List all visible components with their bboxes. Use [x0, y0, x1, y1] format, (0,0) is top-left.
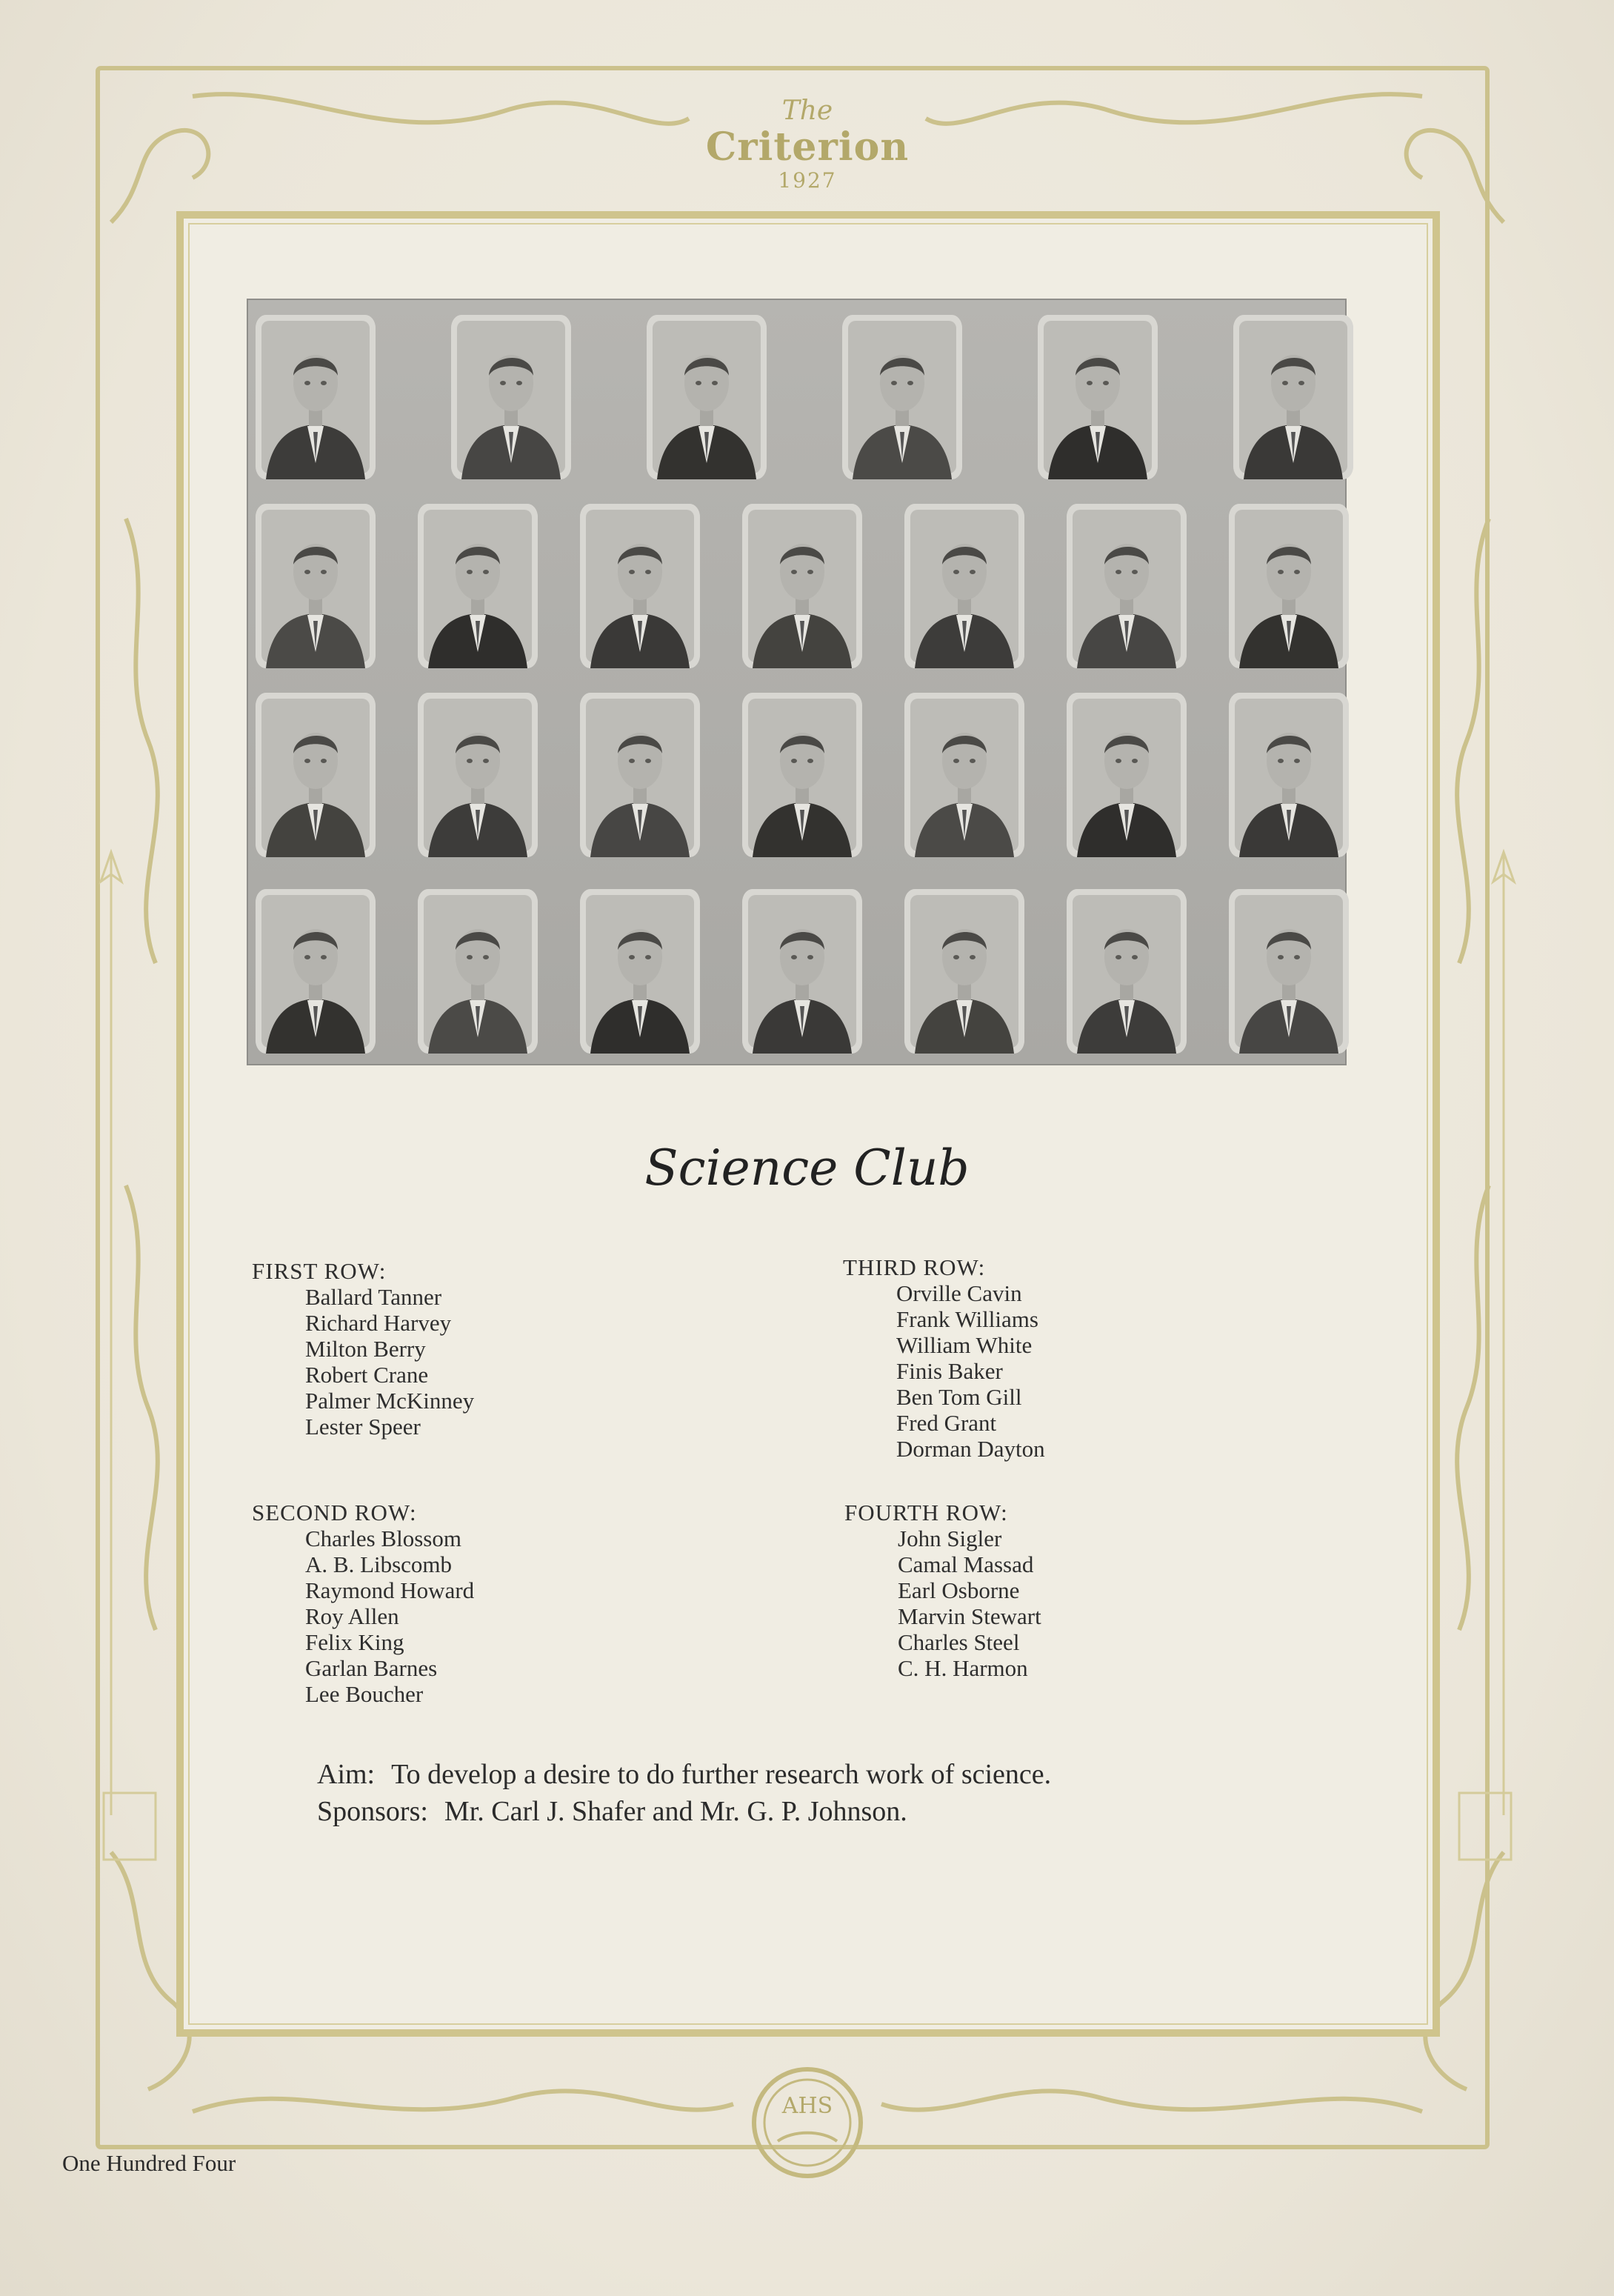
- row-heading: FOURTH ROW:: [844, 1500, 1008, 1525]
- member-portrait: [1229, 889, 1349, 1054]
- member-name: Finis Baker: [896, 1358, 1003, 1384]
- member-portrait: [580, 889, 700, 1054]
- portrait-photo: [647, 315, 767, 479]
- portrait-photo: [742, 504, 862, 668]
- portrait-photo: [1229, 889, 1349, 1054]
- member-name: John Sigler: [898, 1525, 1002, 1551]
- portrait-photo: [256, 504, 376, 668]
- portrait-photo: [256, 889, 376, 1054]
- member-portrait: [904, 889, 1024, 1054]
- member-name: C. H. Harmon: [898, 1655, 1028, 1681]
- member-name: Felix King: [305, 1629, 404, 1655]
- member-portrait: [418, 889, 538, 1054]
- sponsors-label: Sponsors:: [317, 1796, 428, 1827]
- member-name: Orville Cavin: [896, 1280, 1022, 1306]
- header-year: 1927: [778, 168, 837, 193]
- member-name: Robert Crane: [305, 1362, 429, 1388]
- sponsors-text: Mr. Carl J. Shafer and Mr. G. P. Johnson.: [444, 1796, 907, 1827]
- member-portrait: [256, 693, 376, 857]
- row-heading: THIRD ROW:: [843, 1254, 986, 1280]
- member-portrait: [1067, 504, 1187, 668]
- portrait-photo: [1038, 315, 1158, 479]
- member-name: Milton Berry: [305, 1336, 426, 1362]
- member-name: Lee Boucher: [305, 1681, 424, 1707]
- aim-text: To develop a desire to do further research work of science.: [391, 1759, 1052, 1790]
- fourth-row-list: [844, 1500, 1041, 1681]
- member-portrait: [842, 315, 962, 479]
- portrait-photo: [1067, 889, 1187, 1054]
- member-name: Ballard Tanner: [305, 1284, 442, 1310]
- club-aim-sponsors: [317, 1756, 1051, 1830]
- first-row-list: [252, 1258, 474, 1440]
- member-portrait: [742, 504, 862, 668]
- member-portrait: [1229, 693, 1349, 857]
- portrait-photo: [580, 889, 700, 1054]
- sponsors-line: [317, 1793, 1051, 1830]
- crest-text: AHS: [781, 2093, 833, 2119]
- member-portrait: [647, 315, 767, 479]
- member-name: Marvin Stewart: [898, 1603, 1041, 1629]
- header-title: Criterion: [705, 124, 910, 170]
- portrait-photo: [580, 693, 700, 857]
- row-heading: FIRST ROW:: [252, 1258, 387, 1284]
- portrait-photo: [904, 504, 1024, 668]
- member-name: Lester Speer: [305, 1414, 421, 1440]
- portrait-photo: [418, 504, 538, 668]
- member-portrait: [1067, 693, 1187, 857]
- member-name: Garlan Barnes: [305, 1655, 438, 1681]
- member-name: William White: [896, 1332, 1033, 1358]
- member-name: A. B. Libscomb: [305, 1551, 453, 1577]
- portrait-photo: [418, 889, 538, 1054]
- member-portrait: [256, 315, 376, 479]
- member-name: Earl Osborne: [898, 1577, 1020, 1603]
- portrait-photo: [1067, 693, 1187, 857]
- member-name: Dorman Dayton: [896, 1436, 1045, 1462]
- member-name: Charles Steel: [898, 1629, 1020, 1655]
- member-name: Richard Harvey: [305, 1310, 452, 1336]
- member-name: Fred Grant: [896, 1410, 997, 1436]
- portrait-photo: [904, 693, 1024, 857]
- member-portrait: [742, 693, 862, 857]
- portrait-photo: [451, 315, 571, 479]
- portrait-photo: [1067, 504, 1187, 668]
- member-name: Raymond Howard: [305, 1577, 475, 1603]
- portrait-photo: [1233, 315, 1353, 479]
- page-title: Science Club: [644, 1139, 970, 1197]
- portrait-photo: [1229, 693, 1349, 857]
- member-portrait: [256, 504, 376, 668]
- portrait-photo: [742, 693, 862, 857]
- member-portrait: [1233, 315, 1353, 479]
- row-heading: SECOND ROW:: [252, 1500, 417, 1525]
- portrait-photo: [1229, 504, 1349, 668]
- member-name: Palmer McKinney: [305, 1388, 475, 1414]
- portrait-photo: [418, 693, 538, 857]
- page-number: One Hundred Four: [62, 2150, 236, 2176]
- member-portrait: [1229, 504, 1349, 668]
- member-portrait: [904, 504, 1024, 668]
- third-row-list: [843, 1254, 1045, 1462]
- member-portrait: [1038, 315, 1158, 479]
- member-portrait: [1067, 889, 1187, 1054]
- member-portrait: [256, 889, 376, 1054]
- member-name: Ben Tom Gill: [896, 1384, 1022, 1410]
- second-row-list: [252, 1500, 474, 1707]
- yearbook-header: [696, 96, 918, 193]
- school-crest-icon: [744, 2060, 870, 2186]
- member-portrait: [418, 693, 538, 857]
- portrait-photo: [904, 889, 1024, 1054]
- portrait-photo: [580, 504, 700, 668]
- member-photo-panel: [247, 299, 1347, 1065]
- aim-label: Aim:: [317, 1759, 376, 1790]
- member-portrait: [742, 889, 862, 1054]
- header-the: The: [781, 96, 833, 126]
- member-portrait: [418, 504, 538, 668]
- member-name: Frank Williams: [896, 1306, 1038, 1332]
- member-portrait: [904, 693, 1024, 857]
- member-portrait: [580, 504, 700, 668]
- portrait-photo: [256, 315, 376, 479]
- portrait-photo: [256, 693, 376, 857]
- portrait-photo: [842, 315, 962, 479]
- member-name: Camal Massad: [898, 1551, 1034, 1577]
- aim-line: [317, 1756, 1051, 1793]
- member-name: Roy Allen: [305, 1603, 399, 1629]
- member-name: Charles Blossom: [305, 1525, 461, 1551]
- member-portrait: [580, 693, 700, 857]
- member-portrait: [451, 315, 571, 479]
- portrait-photo: [742, 889, 862, 1054]
